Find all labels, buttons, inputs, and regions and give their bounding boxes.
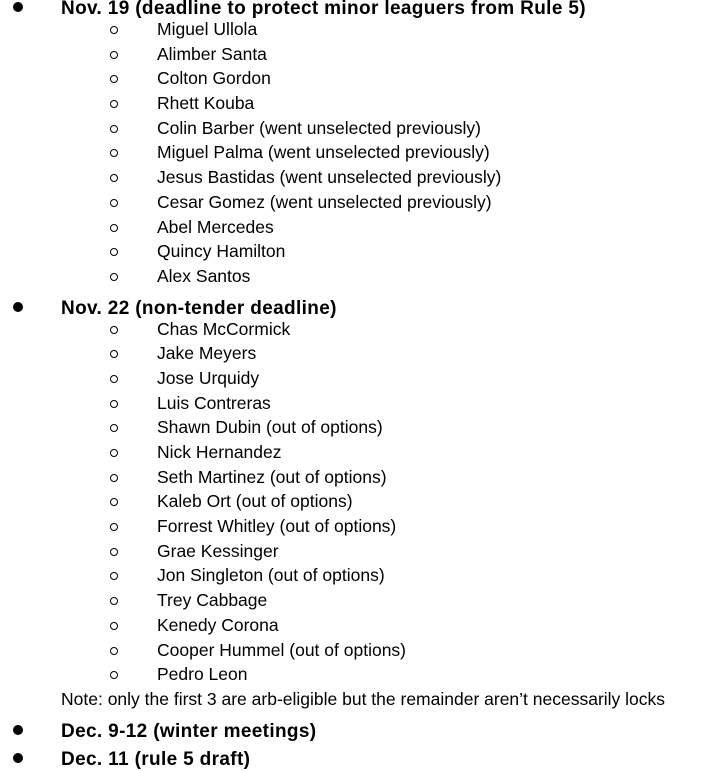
- hollow-bullet-icon: [110, 498, 118, 506]
- hollow-bullet-icon: [110, 523, 118, 531]
- list-item-text: Forrest Whitley (out of options): [157, 516, 397, 537]
- list-item-text: Pedro Leon: [157, 664, 248, 685]
- list-item-text: Colin Barber (went unselected previously): [157, 117, 481, 138]
- section-dec-11: [0, 740, 714, 768]
- list-item: [0, 489, 714, 514]
- list-item-text: Seth Martinez (out of options): [157, 466, 387, 487]
- hollow-bullet-icon: [110, 100, 118, 108]
- list-item-text: Quincy Hamilton: [157, 241, 286, 262]
- list-item: [0, 391, 714, 416]
- list-item-text: Nick Hernandez: [157, 442, 282, 462]
- note-text: Note: only the first 3 are arb-eligible but the remainder aren’t necessarily locks: [61, 688, 666, 709]
- section-heading: Nov. 19 (deadline to protect minor leaguers from Rule 5): [61, 0, 586, 19]
- hollow-bullet-icon: [110, 350, 118, 358]
- list-item: [0, 440, 714, 465]
- list-item: [0, 588, 714, 613]
- filled-bullet-icon: [13, 725, 23, 735]
- list-item: [0, 66, 714, 91]
- list-item: [0, 116, 714, 141]
- hollow-bullet-icon: [110, 375, 118, 383]
- hollow-bullet-icon: [110, 449, 118, 457]
- list-item: [0, 366, 714, 391]
- list-item-text: Cesar Gomez (went unselected previously): [157, 191, 492, 212]
- list-item-text: Alimber Santa: [157, 43, 267, 64]
- list-item-text: Kenedy Corona: [157, 614, 279, 635]
- hollow-bullet-icon: [110, 424, 118, 432]
- list-item-text: Shawn Dubin (out of options): [157, 417, 383, 438]
- list-item: [0, 317, 714, 342]
- hollow-bullet-icon: [110, 248, 118, 256]
- list-item: [0, 140, 714, 165]
- section-heading-row: [0, 712, 714, 740]
- section-heading-row: [0, 0, 714, 17]
- list-item: [0, 190, 714, 215]
- list-item: [0, 17, 714, 42]
- player-list: [0, 317, 714, 687]
- list-item: [0, 341, 714, 366]
- section-heading: Nov. 22 (non-tender deadline): [61, 297, 337, 319]
- hollow-bullet-icon: [110, 273, 118, 281]
- list-item: [0, 563, 714, 588]
- list-item-text: Miguel Ullola: [157, 19, 258, 39]
- list-item-text: Cooper Hummel (out of options): [157, 639, 406, 660]
- filled-bullet-icon: [13, 302, 23, 312]
- hollow-bullet-icon: [110, 548, 118, 556]
- hollow-bullet-icon: [110, 572, 118, 580]
- hollow-bullet-icon: [110, 647, 118, 655]
- hollow-bullet-icon: [110, 400, 118, 408]
- list-item-text: Jon Singleton (out of options): [157, 565, 385, 586]
- hollow-bullet-icon: [110, 597, 118, 605]
- list-item: [0, 539, 714, 564]
- list-item-text: Alex Santos: [157, 265, 251, 286]
- list-item-text: Trey Cabbage: [157, 590, 268, 611]
- list-item-text: Jake Meyers: [157, 343, 257, 364]
- section-heading: Dec. 9-12 (winter meetings): [61, 720, 317, 742]
- hollow-bullet-icon: [110, 75, 118, 83]
- list-item: [0, 91, 714, 116]
- list-item: [0, 215, 714, 240]
- section-heading-row: [0, 740, 714, 768]
- list-item: [0, 42, 714, 67]
- hollow-bullet-icon: [110, 26, 118, 34]
- list-item: [0, 415, 714, 440]
- list-item-text: Jose Urquidy: [157, 367, 260, 388]
- hollow-bullet-icon: [110, 326, 118, 334]
- list-item-text: Colton Gordon: [157, 68, 271, 89]
- list-item: [0, 239, 714, 264]
- list-item: [0, 264, 714, 289]
- hollow-bullet-icon: [110, 671, 118, 679]
- filled-bullet-icon: [13, 753, 23, 763]
- hollow-bullet-icon: [110, 125, 118, 133]
- player-list: [0, 17, 714, 289]
- hollow-bullet-icon: [110, 224, 118, 232]
- hollow-bullet-icon: [110, 51, 118, 59]
- list-item-text: Chas McCormick: [157, 318, 291, 339]
- list-item-text: Grae Kessinger: [157, 540, 279, 561]
- list-item: [0, 165, 714, 190]
- list-item-text: Miguel Palma (went unselected previously): [157, 142, 490, 163]
- list-item: [0, 514, 714, 539]
- list-item-text: Rhett Kouba: [157, 93, 255, 114]
- list-item-text: Jesus Bastidas (went unselected previously): [157, 167, 502, 188]
- hollow-bullet-icon: [110, 174, 118, 182]
- list-item-text: Kaleb Ort (out of options): [157, 491, 353, 512]
- list-item-text: Abel Mercedes: [157, 216, 274, 237]
- note-row: [0, 687, 714, 712]
- list-item: [0, 662, 714, 687]
- section-heading-row: [0, 289, 714, 317]
- hollow-bullet-icon: [110, 199, 118, 207]
- section-nov-19: [0, 0, 714, 289]
- section-heading: Dec. 11 (rule 5 draft): [61, 748, 251, 770]
- filled-bullet-icon: [13, 2, 23, 12]
- section-nov-22: [0, 289, 714, 712]
- list-item-text: Luis Contreras: [157, 392, 271, 413]
- hollow-bullet-icon: [110, 149, 118, 157]
- hollow-bullet-icon: [110, 474, 118, 482]
- list-item: [0, 638, 714, 663]
- section-dec-9-12: [0, 712, 714, 740]
- list-item: [0, 613, 714, 638]
- hollow-bullet-icon: [110, 622, 118, 630]
- list-item: [0, 465, 714, 490]
